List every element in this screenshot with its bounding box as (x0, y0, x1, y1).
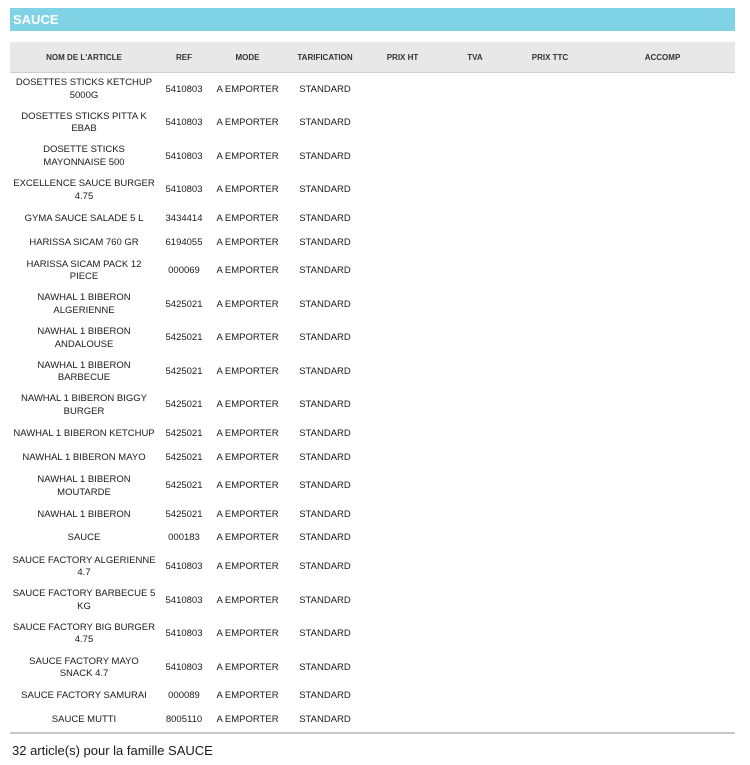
article-name-cell: SAUCE FACTORY BARBECUE 5 KG (12, 588, 156, 612)
article-tva-cell (440, 255, 510, 289)
article-mode-cell: A EMPORTER (216, 117, 279, 129)
article-tarification-cell: STANDARD (299, 298, 351, 310)
article-ref-cell: 000069 (168, 265, 200, 277)
article-tva-cell (440, 470, 510, 504)
table-row (10, 708, 735, 733)
article-prix-ht-cell (365, 174, 440, 208)
article-tva-cell (440, 231, 510, 255)
article-tarification-cell: STANDARD (299, 184, 351, 196)
article-mode-cell: A EMPORTER (216, 661, 279, 673)
column-header-prix-ht: PRIX HT (365, 42, 440, 73)
article-accomp-cell (590, 503, 735, 527)
article-prix-ht-cell (365, 527, 440, 551)
article-mode-cell: A EMPORTER (216, 561, 279, 573)
article-tarification-cell: STANDARD (299, 83, 351, 95)
article-tarification-cell: STANDARD (299, 451, 351, 463)
table-row (10, 231, 735, 255)
article-ref-cell: 5410803 (165, 628, 203, 640)
article-name-cell: DOSETTES STICKS PITTA K EBAB (21, 110, 147, 135)
article-prix-ht-cell (365, 207, 440, 231)
article-prix-ht-cell (365, 446, 440, 470)
article-ref-cell: 6194055 (165, 236, 203, 248)
article-tva-cell (440, 446, 510, 470)
article-mode-cell: A EMPORTER (216, 428, 279, 440)
article-accomp-cell (590, 527, 735, 551)
article-prix-ttc-cell (510, 73, 590, 107)
table-row (10, 140, 735, 174)
article-tva-cell (440, 708, 510, 733)
article-accomp-cell (590, 255, 735, 289)
article-accomp-cell (590, 551, 735, 585)
article-prix-ht-cell (365, 685, 440, 709)
article-accomp-cell (590, 355, 735, 389)
article-tva-cell (440, 584, 510, 618)
article-tva-cell (440, 73, 510, 107)
article-prix-ht-cell (365, 288, 440, 322)
article-prix-ttc-cell (510, 708, 590, 733)
article-tva-cell (440, 389, 510, 423)
article-tarification-cell: STANDARD (299, 561, 351, 573)
article-tarification-cell: STANDARD (299, 365, 351, 377)
article-prix-ttc-cell (510, 584, 590, 618)
article-mode-cell: A EMPORTER (216, 508, 279, 520)
article-tva-cell (440, 288, 510, 322)
article-tva-cell (440, 618, 510, 652)
article-tarification-cell: STANDARD (299, 265, 351, 277)
table-row (10, 584, 735, 618)
article-ref-cell: 5425021 (165, 480, 203, 492)
article-tarification-cell: STANDARD (299, 117, 351, 129)
table-row (10, 207, 735, 231)
article-tva-cell (440, 503, 510, 527)
article-accomp-cell (590, 389, 735, 423)
article-prix-ht-cell (365, 423, 440, 447)
table-row (10, 423, 735, 447)
article-prix-ttc-cell (510, 527, 590, 551)
article-ref-cell: 5425021 (165, 332, 203, 344)
article-tva-cell (440, 174, 510, 208)
article-name-cell: NAWHAL 1 BIBERON ANDALOUSE (37, 326, 131, 350)
article-prix-ht-cell (365, 355, 440, 389)
article-mode-cell: A EMPORTER (216, 332, 279, 344)
article-prix-ht-cell (365, 470, 440, 504)
article-name-cell: SAUCE FACTORY SAMURAI (21, 690, 147, 702)
article-tarification-cell: STANDARD (299, 661, 351, 673)
article-ref-cell: 5410803 (165, 594, 203, 606)
article-prix-ht-cell (365, 73, 440, 107)
column-header-accomp: ACCOMP (590, 42, 735, 73)
article-accomp-cell (590, 73, 735, 107)
article-ref-cell: 5425021 (165, 428, 203, 440)
article-ref-cell: 5410803 (165, 184, 203, 196)
article-mode-cell: A EMPORTER (216, 480, 279, 492)
article-mode-cell: A EMPORTER (216, 184, 279, 196)
article-name-cell: NAWHAL 1 BIBERON BARBECUE (37, 359, 131, 384)
article-ref-cell: 8005110 (158, 708, 210, 733)
article-mode-cell: A EMPORTER (216, 298, 279, 310)
table-row (10, 527, 735, 551)
article-prix-ht-cell (365, 708, 440, 733)
article-name-cell: SAUCE (67, 532, 101, 544)
article-tarification-cell: STANDARD (299, 594, 351, 606)
table-row (10, 73, 735, 107)
column-header-tarification: TARIFICATION (285, 42, 365, 73)
column-header-tva: TVA (440, 42, 510, 73)
article-prix-ttc-cell (510, 423, 590, 447)
table-row (10, 255, 735, 289)
article-tarification-cell: STANDARD (299, 628, 351, 640)
article-accomp-cell (590, 140, 735, 174)
article-prix-ht-cell (365, 584, 440, 618)
table-row (10, 503, 735, 527)
table-row (10, 322, 735, 356)
article-name-cell: NAWHAL 1 BIBERON ALGERIENNE (37, 292, 131, 316)
article-accomp-cell (590, 446, 735, 470)
article-tarification-cell: STANDARD (299, 508, 351, 520)
article-mode-cell: A EMPORTER (216, 83, 279, 95)
article-prix-ht-cell (365, 389, 440, 423)
article-name-cell: NAWHAL 1 BIBERON BIGGY BURGER (21, 393, 147, 417)
article-accomp-cell (590, 174, 735, 208)
article-accomp-cell (590, 584, 735, 618)
articles-table (10, 42, 735, 734)
article-tarification-cell: STANDARD (299, 428, 351, 440)
table-row (10, 551, 735, 585)
table-row (10, 389, 735, 423)
article-tarification-cell: STANDARD (299, 399, 351, 411)
article-prix-ttc-cell (510, 651, 590, 685)
article-ref-cell: 5425021 (165, 451, 203, 463)
article-name-cell: SAUCE FACTORY MAYO SNACK 4.7 (29, 655, 139, 680)
article-prix-ttc-cell (510, 322, 590, 356)
article-name-cell: NAWHAL 1 BIBERON (37, 508, 131, 520)
article-tva-cell (440, 107, 510, 141)
article-mode-cell: A EMPORTER (216, 365, 279, 377)
article-name-cell: NAWHAL 1 BIBERON MOUTARDE (37, 474, 131, 498)
article-tarification-cell: STANDARD (299, 332, 351, 344)
article-ref-cell: 000089 (168, 690, 200, 702)
article-mode-cell: A EMPORTER (216, 532, 279, 544)
article-prix-ttc-cell (510, 140, 590, 174)
article-name-cell: NAWHAL 1 BIBERON KETCHUP (13, 428, 155, 440)
article-accomp-cell (590, 322, 735, 356)
article-prix-ht-cell (365, 231, 440, 255)
article-tva-cell (440, 355, 510, 389)
article-tva-cell (440, 551, 510, 585)
family-title-bar: SAUCE (10, 8, 735, 31)
article-tarification-cell: STANDARD (299, 480, 351, 492)
article-tva-cell (440, 527, 510, 551)
article-prix-ttc-cell (510, 107, 590, 141)
article-prix-ttc-cell (510, 174, 590, 208)
article-tva-cell (440, 207, 510, 231)
article-prix-ht-cell (365, 107, 440, 141)
column-header-ref: REF (158, 42, 210, 73)
table-row (10, 618, 735, 652)
article-prix-ttc-cell (510, 446, 590, 470)
article-prix-ht-cell (365, 551, 440, 585)
article-prix-ttc-cell (510, 685, 590, 709)
table-row (10, 355, 735, 389)
article-tva-cell (440, 685, 510, 709)
article-mode-cell: A EMPORTER (216, 594, 279, 606)
article-prix-ttc-cell (510, 551, 590, 585)
article-mode-cell: A EMPORTER (216, 150, 279, 162)
article-tarification-cell: STANDARD (299, 236, 351, 248)
article-accomp-cell (590, 708, 735, 733)
article-prix-ht-cell (365, 618, 440, 652)
article-accomp-cell (590, 685, 735, 709)
article-prix-ht-cell (365, 255, 440, 289)
column-header-name: NOM DE L'ARTICLE (10, 42, 158, 73)
article-tarification-cell: STANDARD (285, 708, 365, 733)
article-mode-cell: A EMPORTER (210, 708, 285, 733)
article-name-cell: EXCELLENCE SAUCE BURGER 4.75 (13, 178, 155, 202)
table-row (10, 470, 735, 504)
article-mode-cell: A EMPORTER (216, 399, 279, 411)
article-accomp-cell (590, 651, 735, 685)
table-row (10, 651, 735, 685)
column-header-mode: MODE (210, 42, 285, 73)
column-header-prix-ttc: PRIX TTC (510, 42, 590, 73)
article-accomp-cell (590, 107, 735, 141)
table-row (10, 685, 735, 709)
article-accomp-cell (590, 470, 735, 504)
article-tva-cell (440, 140, 510, 174)
article-tva-cell (440, 651, 510, 685)
table-row (10, 107, 735, 141)
table-row (10, 174, 735, 208)
article-name-cell: SAUCE FACTORY BIG BURGER 4.75 (12, 621, 155, 646)
article-ref-cell: 000183 (168, 532, 200, 544)
article-prix-ht-cell (365, 322, 440, 356)
article-ref-cell: 3434414 (165, 212, 203, 224)
article-name-cell: SAUCE FACTORY ALGERIENNE 4.7 (12, 554, 156, 579)
article-tarification-cell: STANDARD (299, 532, 351, 544)
article-name-cell: DOSETTES STICKS KETCHUP 5000G (15, 77, 153, 101)
article-ref-cell: 5425021 (165, 298, 203, 310)
article-ref-cell: 5425021 (165, 508, 203, 520)
article-ref-cell: 5410803 (165, 83, 203, 95)
article-name-cell: HARISSA SICAM PACK 12 PIECE (26, 258, 142, 283)
article-mode-cell: A EMPORTER (216, 265, 279, 277)
article-ref-cell: 5410803 (165, 661, 203, 673)
article-ref-cell: 5425021 (165, 365, 203, 377)
article-tva-cell (440, 322, 510, 356)
article-tarification-cell: STANDARD (299, 150, 351, 162)
article-accomp-cell (590, 423, 735, 447)
article-accomp-cell (590, 207, 735, 231)
table-header-row (10, 42, 735, 73)
article-ref-cell: 5425021 (165, 399, 203, 411)
article-tarification-cell: STANDARD (299, 212, 351, 224)
article-ref-cell: 5410803 (165, 117, 203, 129)
article-mode-cell: A EMPORTER (216, 690, 279, 702)
table-row (10, 446, 735, 470)
table-row (10, 288, 735, 322)
article-mode-cell: A EMPORTER (216, 236, 279, 248)
article-prix-ht-cell (365, 651, 440, 685)
article-prix-ttc-cell (510, 288, 590, 322)
article-prix-ttc-cell (510, 255, 590, 289)
article-prix-ttc-cell (510, 231, 590, 255)
article-prix-ttc-cell (510, 355, 590, 389)
article-mode-cell: A EMPORTER (216, 212, 279, 224)
article-ref-cell: 5410803 (165, 150, 203, 162)
article-ref-cell: 5410803 (165, 561, 203, 573)
article-mode-cell: A EMPORTER (216, 451, 279, 463)
article-accomp-cell (590, 288, 735, 322)
article-name-cell: SAUCE MUTTI (10, 708, 158, 733)
article-prix-ttc-cell (510, 470, 590, 504)
article-name-cell: NAWHAL 1 BIBERON MAYO (22, 451, 146, 463)
article-prix-ttc-cell (510, 503, 590, 527)
article-mode-cell: A EMPORTER (216, 628, 279, 640)
article-prix-ttc-cell (510, 207, 590, 231)
article-accomp-cell (590, 231, 735, 255)
article-prix-ttc-cell (510, 389, 590, 423)
article-tarification-cell: STANDARD (299, 690, 351, 702)
article-name-cell: HARISSA SICAM 760 GR (29, 236, 139, 248)
article-prix-ht-cell (365, 140, 440, 174)
article-count-footer: 32 article(s) pour la famille SAUCE (12, 743, 213, 758)
article-name-cell: DOSETTE STICKS MAYONNAISE 500 (43, 144, 125, 168)
article-prix-ht-cell (365, 503, 440, 527)
article-accomp-cell (590, 618, 735, 652)
article-tva-cell (440, 423, 510, 447)
article-prix-ttc-cell (510, 618, 590, 652)
article-name-cell: GYMA SAUCE SALADE 5 L (24, 212, 144, 224)
